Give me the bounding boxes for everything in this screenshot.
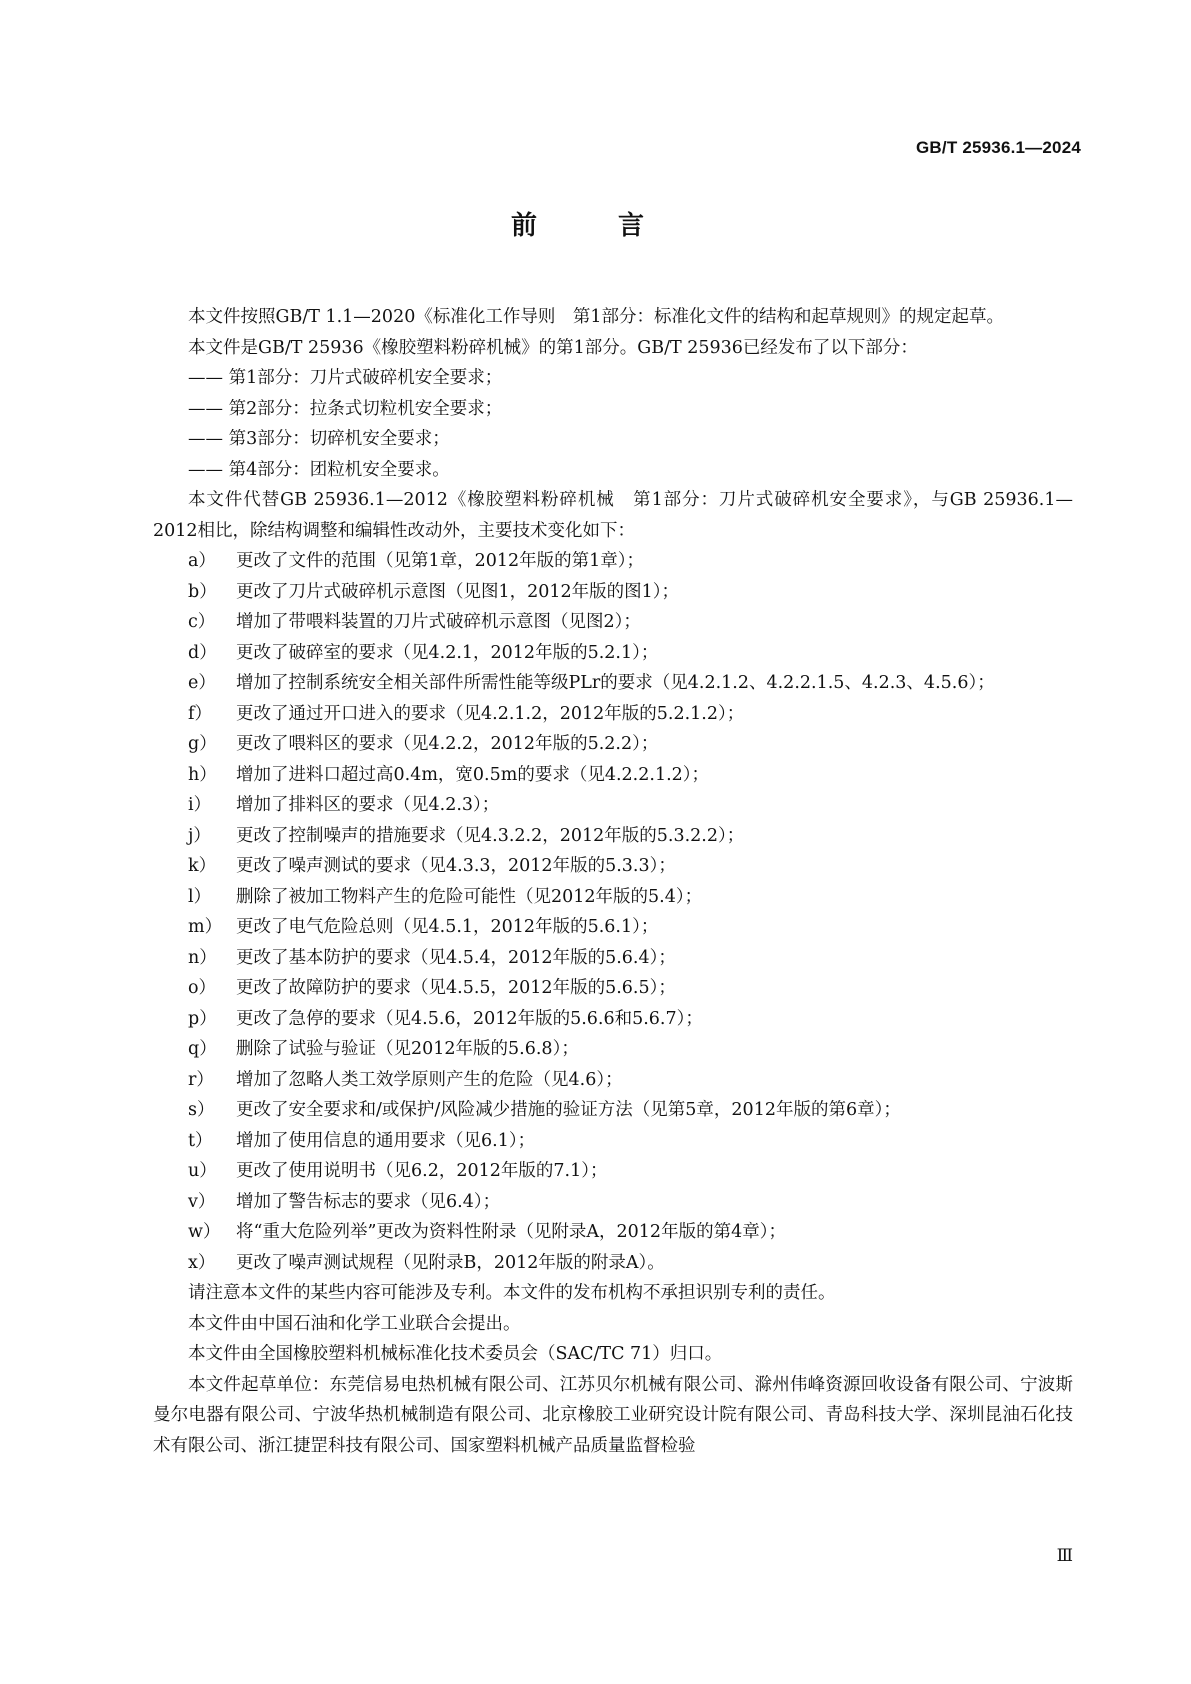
change-item-label: q） xyxy=(188,1039,217,1059)
change-item-text: 删除了被加工物料产生的危险可能性（见2012年版的5.4）； xyxy=(236,886,703,907)
paragraph: 本文件由全国橡胶塑料机械标准化技术委员会（SAC/TC 71）归口。 xyxy=(188,1344,723,1364)
change-item xyxy=(153,760,1073,791)
paragraph: 本文件由中国石油和化学工业联合会提出。 xyxy=(188,1313,521,1334)
change-item-label: g） xyxy=(188,734,217,754)
change-item-text: 更改了噪声测试规程（见附录B，2012年版的附录A）。 xyxy=(236,1252,665,1273)
change-item xyxy=(153,1248,1073,1279)
change-item-text: 更改了噪声测试的要求（见4.3.3，2012年版的5.3.3）； xyxy=(236,856,676,876)
change-item xyxy=(153,790,1073,821)
change-item xyxy=(153,943,1073,974)
change-item-label: u） xyxy=(188,1161,217,1181)
change-item xyxy=(153,729,1073,760)
change-item xyxy=(153,851,1073,882)
change-item-label: m） xyxy=(188,917,223,937)
change-item-label: b） xyxy=(188,581,217,602)
change-item-label: p） xyxy=(188,1008,217,1029)
change-item-label: k） xyxy=(188,856,217,876)
change-item-label: s） xyxy=(188,1100,215,1120)
foreword-body xyxy=(153,302,1073,1461)
change-item-text: 增加了忽略人类工效学原则产生的危险（见4.6）； xyxy=(236,1069,623,1090)
page-number: Ⅲ xyxy=(1056,1546,1073,1566)
change-item-label: a） xyxy=(188,551,216,571)
change-item-text: 增加了警告标志的要求（见6.4）； xyxy=(236,1191,501,1212)
change-item xyxy=(153,1126,1073,1157)
change-item-text: 更改了使用说明书（见6.2，2012年版的7.1）； xyxy=(236,1161,608,1181)
page-title: 前 言 xyxy=(510,211,681,241)
change-item-label: v） xyxy=(188,1191,216,1212)
change-item xyxy=(153,882,1073,913)
change-item-text: 更改了喂料区的要求（见4.2.2，2012年版的5.2.2）； xyxy=(236,734,659,754)
change-item-label: f） xyxy=(188,703,212,724)
change-item xyxy=(153,1034,1073,1065)
list-item: —— 第3部分：切碎机安全要求； xyxy=(188,429,450,449)
change-item xyxy=(153,638,1073,669)
change-item-label: o） xyxy=(188,978,217,998)
change-item xyxy=(153,699,1073,730)
change-item xyxy=(153,1004,1073,1035)
change-item xyxy=(153,1156,1073,1187)
change-item xyxy=(153,546,1073,577)
change-item xyxy=(153,577,1073,608)
change-item-label: c） xyxy=(188,612,216,632)
change-item-text: 更改了故障防护的要求（见4.5.5，2012年版的5.6.5）； xyxy=(236,978,676,998)
paragraph: 请注意本文件的某些内容可能涉及专利。本文件的发布机构不承担识别专利的责任。 xyxy=(188,1283,836,1303)
change-item-text: 更改了基本防护的要求（见4.5.4，2012年版的5.6.4）； xyxy=(236,947,676,968)
changes-list xyxy=(153,546,1073,1278)
change-item-text: 增加了带喂料装置的刀片式破碎机示意图（见图2）； xyxy=(236,612,641,632)
change-item-text: 更改了控制噪声的措施要求（见4.3.2.2，2012年版的5.3.2.2）； xyxy=(236,825,745,846)
change-item-text: 增加了使用信息的通用要求（见6.1）； xyxy=(236,1130,536,1151)
change-item xyxy=(153,607,1073,638)
change-item xyxy=(153,1187,1073,1218)
change-item-label: x） xyxy=(188,1252,216,1273)
change-item xyxy=(153,1065,1073,1096)
change-item-text: 更改了破碎室的要求（见4.2.1，2012年版的5.2.1）； xyxy=(236,642,659,663)
change-item-text: 更改了刀片式破碎机示意图（见图1，2012年版的图1）； xyxy=(236,581,680,602)
change-item-label: r） xyxy=(188,1069,214,1090)
change-item-label: n） xyxy=(188,947,217,968)
change-item-label: j） xyxy=(188,825,211,846)
change-item-text: 更改了文件的范围（见第1章，2012年版的第1章）； xyxy=(236,551,645,571)
paragraph: 本文件代替GB 25936.1—2012《橡胶塑料粉碎机械 第1部分：刀片式破碎机安全要求》，与GB 25936.1—2012相比，除结构调整和编辑性改动外，主要技术变化如下： xyxy=(153,490,1073,541)
change-item-text: 增加了进料口超过高0.4m，宽0.5m的要求（见4.2.2.1.2）； xyxy=(236,764,710,785)
paragraph: 本文件按照GB/T 1.1—2020《标准化工作导则 第1部分：标准化文件的结构和起草规则》的规定起草。 xyxy=(188,307,1004,327)
list-item: —— 第4部分：团粒机安全要求。 xyxy=(188,459,450,480)
change-item xyxy=(153,973,1073,1004)
change-item-label: e） xyxy=(188,673,216,693)
change-item xyxy=(153,821,1073,852)
change-item-label: l） xyxy=(188,886,212,907)
change-item-label: i） xyxy=(188,795,212,815)
change-item-text: 更改了通过开口进入的要求（见4.2.1.2，2012年版的5.2.1.2）； xyxy=(236,703,745,724)
change-item xyxy=(153,668,1073,699)
change-item-text: 更改了急停的要求（见4.5.6，2012年版的5.6.6和5.6.7）； xyxy=(236,1008,703,1029)
change-item-label: w） xyxy=(188,1222,221,1242)
change-item-label: h） xyxy=(188,764,217,785)
change-item-label: d） xyxy=(188,642,217,663)
change-item-text: 更改了电气危险总则（见4.5.1，2012年版的5.6.1）； xyxy=(236,917,659,937)
change-item xyxy=(153,912,1073,943)
standard-number: GB/T 25936.1—2024 xyxy=(916,138,1081,157)
change-item-label: t） xyxy=(188,1130,213,1151)
change-item xyxy=(153,1217,1073,1248)
paragraph: 本文件是GB/T 25936《橡胶塑料粉碎机械》的第1部分。GB/T 25936已经发布了以下部分： xyxy=(188,337,918,358)
change-item-text: 删除了试验与验证（见2012年版的5.6.8）； xyxy=(236,1039,579,1059)
change-item-text: 增加了排料区的要求（见4.2.3）； xyxy=(236,795,500,815)
change-item xyxy=(153,1095,1073,1126)
list-item: —— 第2部分：拉条式切粒机安全要求； xyxy=(188,398,503,419)
change-item-text: 更改了安全要求和/或保护/风险减少措施的验证方法（见第5章，2012年版的第6章）； xyxy=(236,1100,901,1120)
paragraph: 本文件起草单位：东莞信易电热机械有限公司、江苏贝尔机械有限公司、滁州伟峰资源回收设备有限公司、宁波斯曼尔电器有限公司、宁波华热机械制造有限公司、北京橡胶工业研究设计院有限公司、青岛科技大学、深圳昆油石化技术有限公司、浙江捷罡科技有限公司、国家塑料机械产品质量监督检验 xyxy=(153,1374,1073,1456)
change-item-text: 增加了控制系统安全相关部件所需性能等级PLr的要求（见4.2.1.2、4.2.2.1.5、4.2.3、4.5.6）； xyxy=(236,673,995,693)
change-item-text: 将“重大危险列举”更改为资料性附录（见附录A，2012年版的第4章）； xyxy=(236,1222,786,1242)
list-item: —— 第1部分：刀片式破碎机安全要求； xyxy=(188,368,503,388)
